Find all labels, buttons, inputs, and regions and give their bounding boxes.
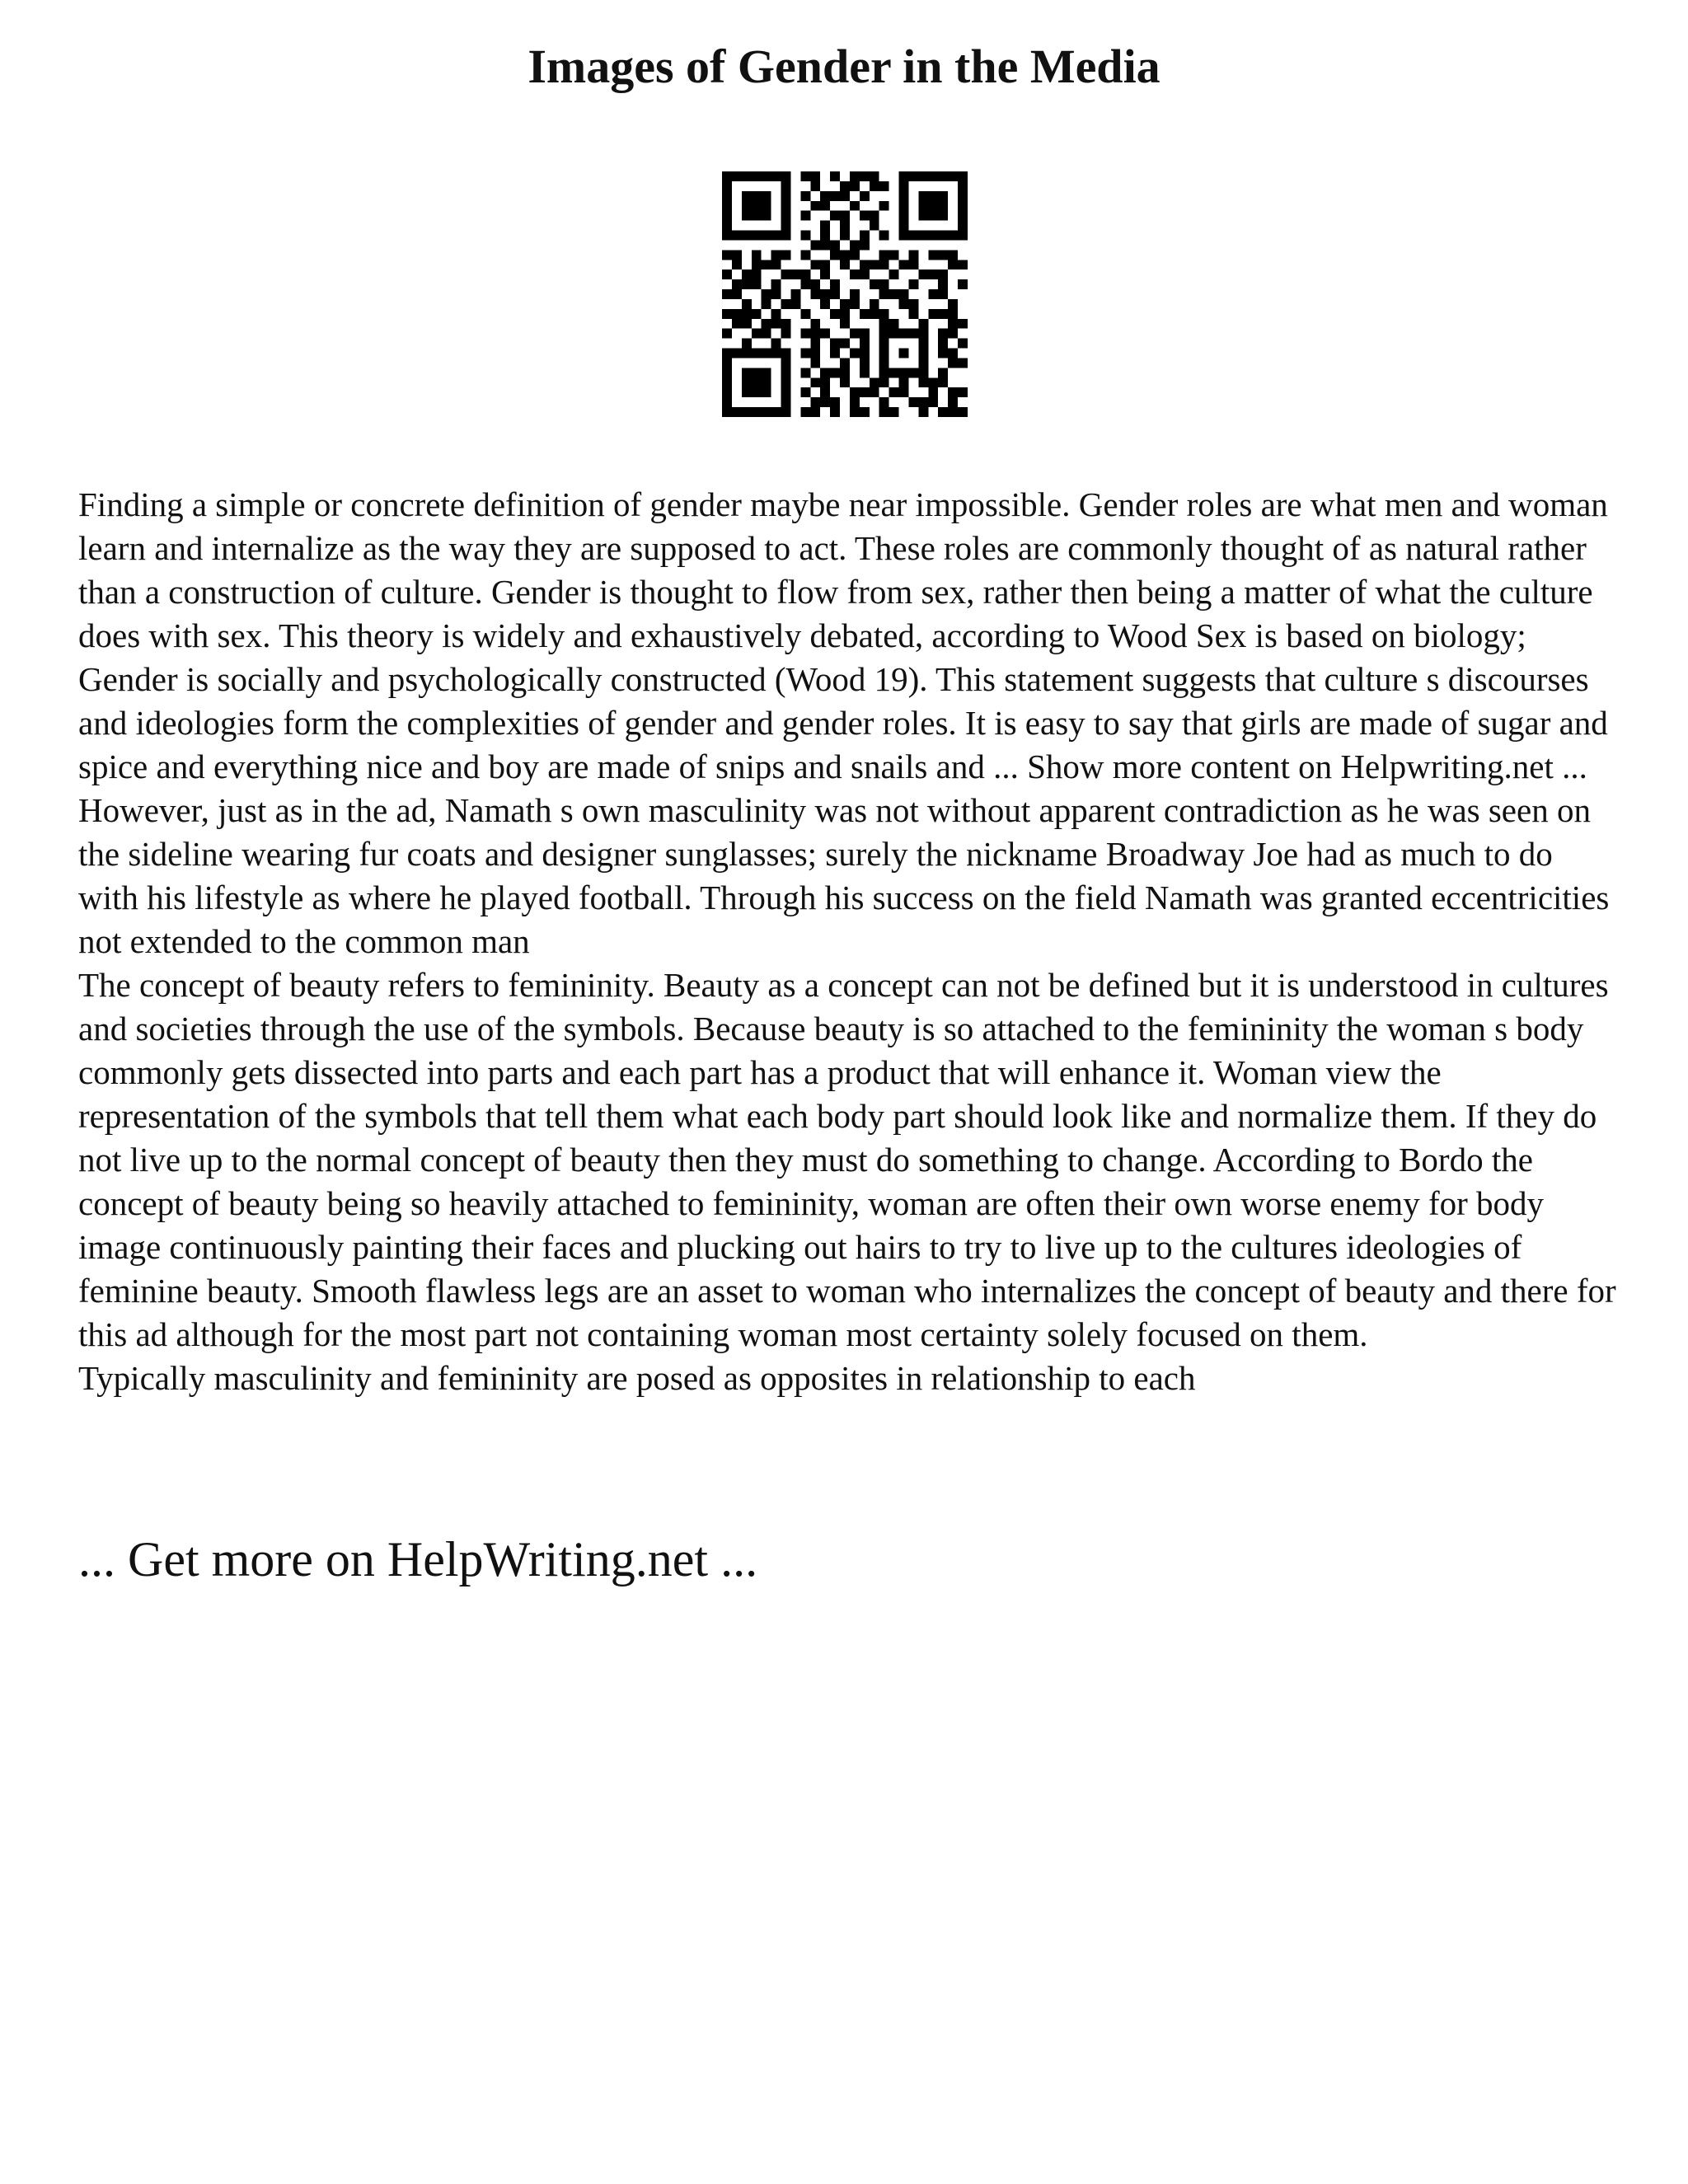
body-paragraph: However, just as in the ad, Namath s own masculinity was not without apparent contradiction as he was seen on the sideline wearing fur coats and designer sunglasses; surely the nickname Broadway Joe had as much to do with his lifestyle as where he played football. Through his success on the field Namath was granted eccentricities not extended to the common man — [78, 791, 1610, 960]
body-paragraph: Finding a simple or concrete definition of gender maybe near impossible. Gender roles are what men and woman learn and internalize as the way they are supposed to act. These roles are commonly thought of as natural rather than a construction of culture. Gender is thought to flow from sex, rather then being a matter of what the culture does with sex. This theory is widely and exhaustively debated, according to Wood Sex is based on biology; Gender is socially and psychologically constructed (Wood 19). This statement suggests that culture s discourses and ideologies form the complexities of gender and gender roles. It is easy to say that girls are made of sugar and spice and everything nice and boy are made of snips and snails and ... Show more content on Helpwriting.net ... — [78, 485, 1608, 785]
qr-code-icon — [722, 171, 968, 417]
document-title: Images of Gender in the Media — [528, 40, 1160, 93]
document-body — [78, 483, 1620, 1400]
get-more-link[interactable]: ... Get more on HelpWriting.net ... — [78, 1532, 758, 1586]
body-paragraph: The concept of beauty refers to femininity. Beauty as a concept can not be defined but it is understood in cultures and societies through the use of the symbols. Because beauty is so attached to the femininity the woman s body commonly gets dissected into parts and each part has a product that will enhance it. Woman view the representation of the symbols that tell them what each body part should look like and normalize them. If they do not live up to the normal concept of beauty then they must do something to change. According to Bordo the concept of beauty being so heavily attached to femininity, woman are often their own worse enemy for body image continuously painting their faces and plucking out hairs to try to live up to the cultures ideologies of feminine beauty. Smooth flawless legs are an asset to woman who internalizes the concept of beauty and there for this ad although for the most part not containing woman most certainty solely focused on them. — [78, 966, 1616, 1353]
body-paragraph: Typically masculinity and femininity are posed as opposites in relationship to each — [78, 1359, 1196, 1397]
